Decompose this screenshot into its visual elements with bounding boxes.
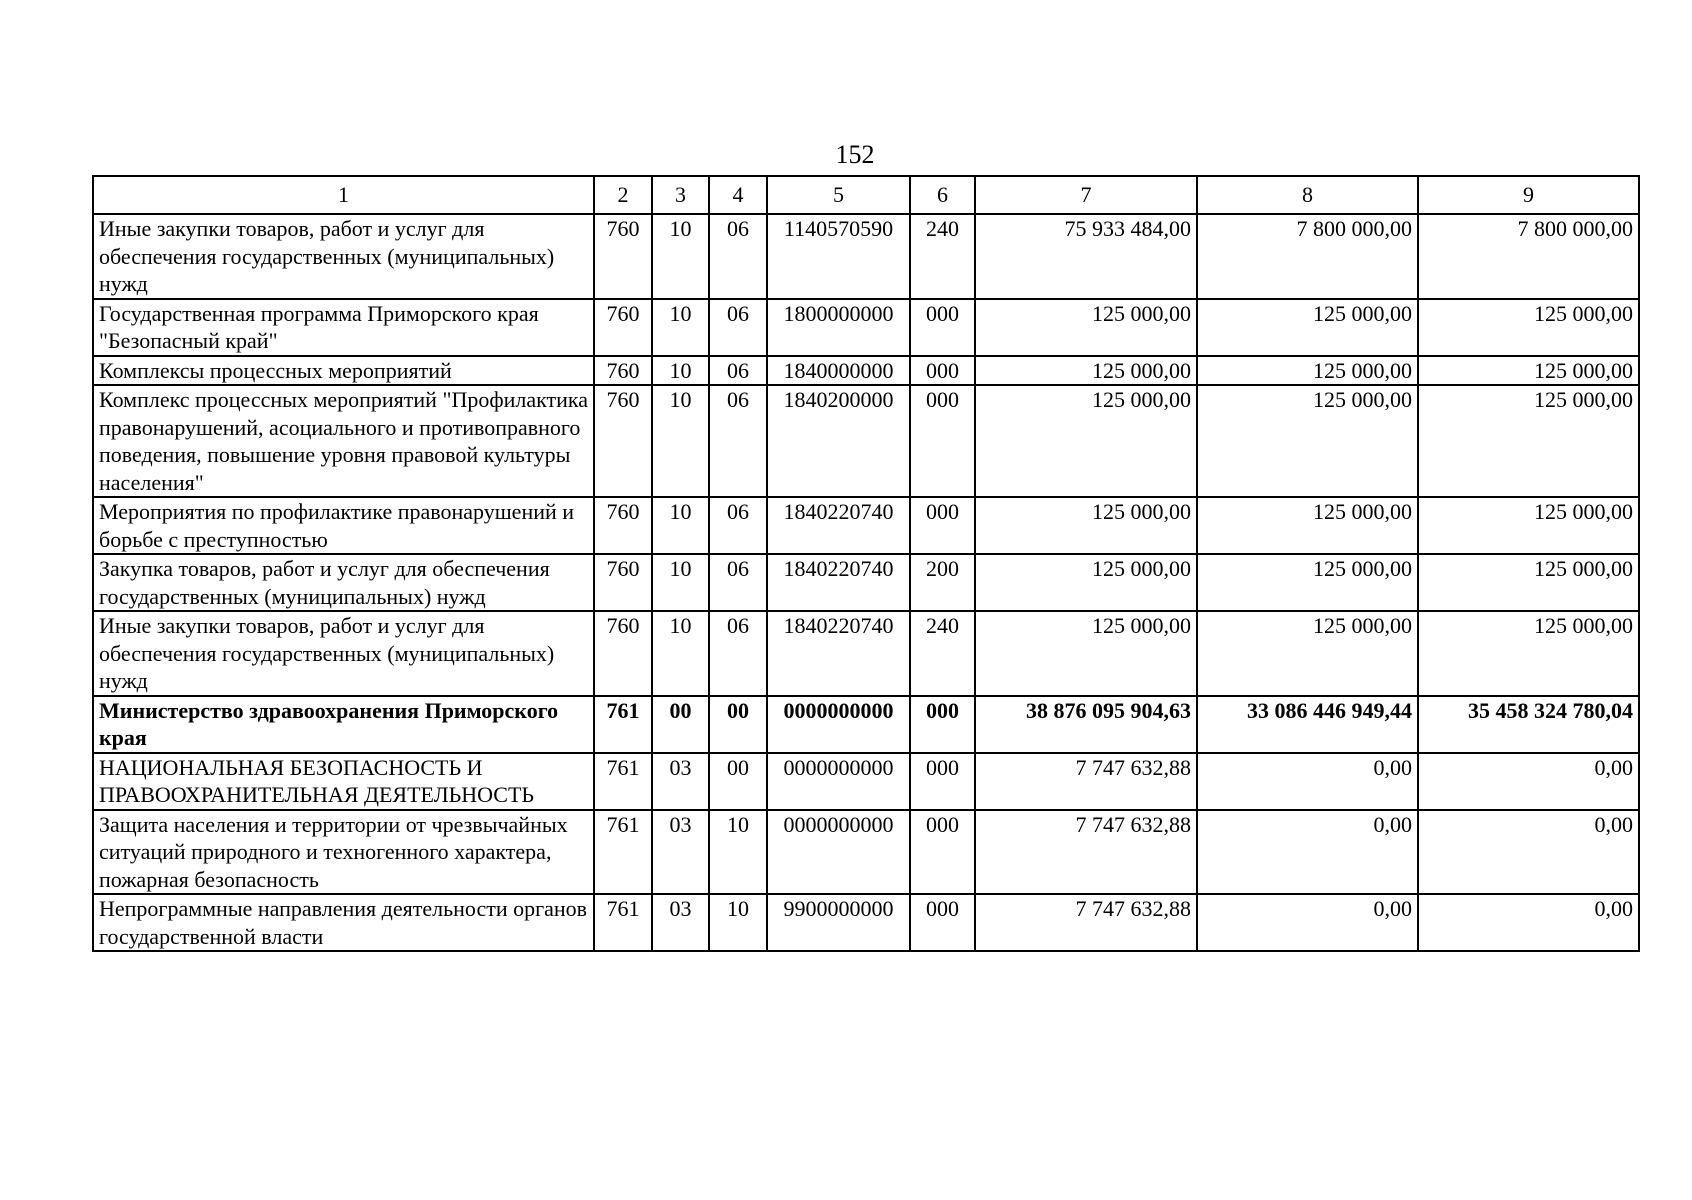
row-name: Комплекс процессных мероприятий "Профилактика правонарушений, асоциального и противоправного поведения, повышение уровня правовой культуры населения" <box>93 385 594 497</box>
cell-col9: 125 000,00 <box>1418 611 1639 696</box>
cell-col5: 1840220740 <box>767 497 910 554</box>
header-cell: 9 <box>1418 176 1639 214</box>
header-cell: 8 <box>1197 176 1418 214</box>
cell-col4: 06 <box>709 611 767 696</box>
cell-col7: 125 000,00 <box>975 299 1197 356</box>
header-cell: 7 <box>975 176 1197 214</box>
cell-col9: 125 000,00 <box>1418 554 1639 611</box>
table-row <box>93 214 1639 299</box>
cell-col6: 000 <box>910 810 975 895</box>
cell-col3: 10 <box>652 611 709 696</box>
cell-col4: 00 <box>709 696 767 753</box>
cell-col4: 06 <box>709 356 767 386</box>
cell-col8: 7 800 000,00 <box>1197 214 1418 299</box>
cell-col7: 7 747 632,88 <box>975 810 1197 895</box>
cell-col7: 75 933 484,00 <box>975 214 1197 299</box>
cell-col5: 1840200000 <box>767 385 910 497</box>
cell-col6: 000 <box>910 696 975 753</box>
cell-col2: 760 <box>594 385 652 497</box>
cell-col8: 125 000,00 <box>1197 554 1418 611</box>
cell-col8: 0,00 <box>1197 810 1418 895</box>
cell-col5: 0000000000 <box>767 810 910 895</box>
cell-col7: 125 000,00 <box>975 554 1197 611</box>
cell-col5: 1840000000 <box>767 356 910 386</box>
table-row <box>93 356 1639 386</box>
cell-col9: 125 000,00 <box>1418 497 1639 554</box>
cell-col4: 06 <box>709 554 767 611</box>
cell-col8: 125 000,00 <box>1197 497 1418 554</box>
header-row <box>93 176 1639 214</box>
cell-col9: 0,00 <box>1418 810 1639 895</box>
cell-col3: 03 <box>652 894 709 951</box>
cell-col5: 9900000000 <box>767 894 910 951</box>
cell-col5: 1840220740 <box>767 554 910 611</box>
cell-col4: 06 <box>709 497 767 554</box>
cell-col9: 0,00 <box>1418 753 1639 810</box>
cell-col7: 7 747 632,88 <box>975 894 1197 951</box>
cell-col7: 125 000,00 <box>975 356 1197 386</box>
row-name: Государственная программа Приморского края "Безопасный край" <box>93 299 594 356</box>
cell-col8: 125 000,00 <box>1197 611 1418 696</box>
cell-col3: 00 <box>652 696 709 753</box>
cell-col6: 000 <box>910 753 975 810</box>
row-name: Непрограммные направления деятельности органов государственной власти <box>93 894 594 951</box>
cell-col3: 10 <box>652 497 709 554</box>
cell-col9: 125 000,00 <box>1418 385 1639 497</box>
row-name: НАЦИОНАЛЬНАЯ БЕЗОПАСНОСТЬ И ПРАВООХРАНИТЕЛЬНАЯ ДЕЯТЕЛЬНОСТЬ <box>93 753 594 810</box>
cell-col3: 10 <box>652 214 709 299</box>
cell-col6: 240 <box>910 214 975 299</box>
cell-col9: 125 000,00 <box>1418 356 1639 386</box>
cell-col6: 240 <box>910 611 975 696</box>
cell-col5: 1800000000 <box>767 299 910 356</box>
cell-col8: 0,00 <box>1197 894 1418 951</box>
cell-col4: 06 <box>709 299 767 356</box>
table-row <box>93 497 1639 554</box>
cell-col4: 10 <box>709 894 767 951</box>
cell-col6: 000 <box>910 385 975 497</box>
cell-col9: 7 800 000,00 <box>1418 214 1639 299</box>
cell-col3: 10 <box>652 554 709 611</box>
header-cell: 1 <box>93 176 594 214</box>
cell-col2: 761 <box>594 810 652 895</box>
cell-col5: 1840220740 <box>767 611 910 696</box>
cell-col3: 10 <box>652 356 709 386</box>
table-row <box>93 611 1639 696</box>
cell-col7: 125 000,00 <box>975 497 1197 554</box>
cell-col8: 33 086 446 949,44 <box>1197 696 1418 753</box>
cell-col6: 000 <box>910 894 975 951</box>
cell-col7: 125 000,00 <box>975 385 1197 497</box>
cell-col8: 125 000,00 <box>1197 385 1418 497</box>
page-number: 152 <box>835 140 875 169</box>
table-row <box>93 299 1639 356</box>
cell-col5: 0000000000 <box>767 753 910 810</box>
cell-col9: 125 000,00 <box>1418 299 1639 356</box>
cell-col2: 760 <box>594 299 652 356</box>
cell-col2: 761 <box>594 894 652 951</box>
cell-col2: 761 <box>594 753 652 810</box>
header-cell: 4 <box>709 176 767 214</box>
budget-table <box>92 175 1640 952</box>
cell-col9: 0,00 <box>1418 894 1639 951</box>
cell-col5: 1140570590 <box>767 214 910 299</box>
cell-col7: 7 747 632,88 <box>975 753 1197 810</box>
cell-col8: 0,00 <box>1197 753 1418 810</box>
cell-col7: 38 876 095 904,63 <box>975 696 1197 753</box>
cell-col8: 125 000,00 <box>1197 356 1418 386</box>
cell-col5: 0000000000 <box>767 696 910 753</box>
row-name: Министерство здравоохранения Приморского края <box>93 696 594 753</box>
row-name: Защита населения и территории от чрезвычайных ситуаций природного и техногенного характера, пожарная безопасность <box>93 810 594 895</box>
row-name: Иные закупки товаров, работ и услуг для обеспечения государственных (муниципальных) нужд <box>93 214 594 299</box>
cell-col2: 760 <box>594 554 652 611</box>
header-cell: 6 <box>910 176 975 214</box>
cell-col4: 00 <box>709 753 767 810</box>
table-row <box>93 753 1639 810</box>
row-name: Мероприятия по профилактике правонарушений и борьбе с преступностью <box>93 497 594 554</box>
cell-col4: 06 <box>709 385 767 497</box>
cell-col4: 06 <box>709 214 767 299</box>
row-name: Иные закупки товаров, работ и услуг для обеспечения государственных (муниципальных) нужд <box>93 611 594 696</box>
cell-col3: 10 <box>652 299 709 356</box>
cell-col3: 03 <box>652 810 709 895</box>
cell-col6: 000 <box>910 356 975 386</box>
table-row <box>93 554 1639 611</box>
cell-col2: 760 <box>594 214 652 299</box>
header-cell: 5 <box>767 176 910 214</box>
cell-col7: 125 000,00 <box>975 611 1197 696</box>
table-row <box>93 894 1639 951</box>
header-cell: 3 <box>652 176 709 214</box>
table-row <box>93 810 1639 895</box>
cell-col2: 760 <box>594 611 652 696</box>
header-cell: 2 <box>594 176 652 214</box>
cell-col3: 03 <box>652 753 709 810</box>
row-name: Комплексы процессных мероприятий <box>93 356 594 386</box>
table-row <box>93 385 1639 497</box>
table-row <box>93 696 1639 753</box>
cell-col6: 000 <box>910 299 975 356</box>
cell-col2: 760 <box>594 356 652 386</box>
cell-col2: 760 <box>594 497 652 554</box>
row-name: Закупка товаров, работ и услуг для обеспечения государственных (муниципальных) нужд <box>93 554 594 611</box>
cell-col6: 200 <box>910 554 975 611</box>
cell-col6: 000 <box>910 497 975 554</box>
cell-col8: 125 000,00 <box>1197 299 1418 356</box>
cell-col9: 35 458 324 780,04 <box>1418 696 1639 753</box>
cell-col2: 761 <box>594 696 652 753</box>
cell-col3: 10 <box>652 385 709 497</box>
cell-col4: 10 <box>709 810 767 895</box>
